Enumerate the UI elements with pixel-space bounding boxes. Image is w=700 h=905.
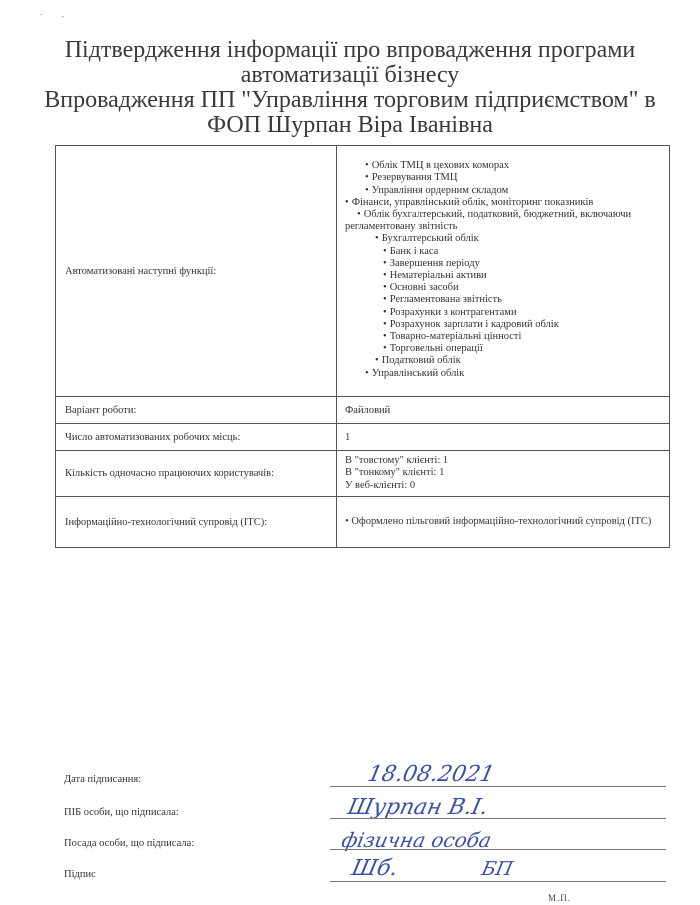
list-item: • Розрахунок зарплати і кадровий облік [383,318,559,330]
sign-label: Підпис [64,869,96,880]
functions-label: Автоматизовані наступні функції: [56,146,337,397]
list-item: • Завершення періоду [383,257,480,269]
table-row-mode [56,397,670,424]
mode-label: Варіант роботи: [56,397,337,424]
workplaces-value: 1 [337,424,670,451]
its-value-cell: • Оформлено пільговий інформаційно-технологічний супровід (ІТС) [337,497,670,548]
users-thin-client: В "тонкому" клієнті: 1 [345,467,445,479]
title-line-1: Підтвердження інформації про впровадження програми [64,37,636,63]
name-label: ПІБ особи, що підписала: [64,807,179,818]
document-title [30,38,670,138]
scan-speck [40,14,42,15]
table-row-functions [56,146,670,397]
list-item: • Торговельні операції [383,343,483,355]
position-label: Посада особи, що підписала: [64,838,195,849]
list-item: • Податковий облік [375,355,461,367]
list-item: • Банк і каса [383,245,439,257]
list-item: • Розрахунки з контрагентами [383,306,517,318]
users-label: Кількість одночасно працюючих користувачів: [56,451,337,497]
stamp-label: М.П. [548,893,572,903]
date-handwritten: 18.08.2021 [365,762,497,787]
workplaces-label: Число автоматизованих робочих місць: [56,424,337,451]
name-handwritten: Шурпан В.І. [345,795,491,820]
functions-cell [337,146,670,397]
functions-list [345,154,663,388]
mode-value: Файловий [337,397,670,424]
list-item: • Бухгалтерський облік [375,233,479,245]
scan-speck [62,16,64,17]
position-signature-line [330,849,666,850]
list-item: • Управлінський облік [365,367,465,379]
list-item: • Резервування ТМЦ [365,172,458,184]
title-line-2: автоматизації бізнесу [240,62,460,88]
list-item-continuation: регламентовану звітність [345,221,458,233]
users-web-client: У веб-клієнті: 0 [345,479,416,491]
list-item: • Облік ТМЦ в цехових коморах [365,160,510,172]
list-item: • Регламентована звітність [383,294,502,306]
signature-suffix: БП [479,858,515,880]
date-signature-line [330,786,666,787]
list-item: • Фінанси, управлінський облік, моніторинг показників [345,196,594,208]
its-label: Інформаційно-технологічний супровід (ІТС): [56,497,337,548]
table-row-workplaces [56,424,670,451]
its-value: Оформлено пільговий інформаційно-технологічний супровід (ІТС) [351,515,652,527]
users-values [337,451,670,497]
list-item: • Управління ордерним складом [365,184,509,196]
handwritten-signature: Шб. [349,856,401,881]
list-item: • Нематеріальні активи [383,270,487,281]
date-label: Дата підписання: [64,774,142,785]
position-handwritten: фізична особа [339,828,494,852]
table-row-its [56,497,670,548]
signature-line [330,881,666,882]
list-item: • Основні засоби [383,282,459,294]
name-signature-line [330,818,666,819]
list-item: • Облік бухгалтерський, податковий, бюджетний, включаючи [357,208,632,220]
table-row-users [56,451,670,497]
title-line-3: Впровадження ПП "Управління торговим підприємством" в [44,87,656,113]
users-thick-client: В "товстому" клієнті: 1 [345,454,449,466]
list-item: • Товарно-матеріальні цінності [383,331,522,343]
title-line-4: ФОП Шурпан Віра Іванівна [207,112,493,138]
implementation-info-table [55,145,670,548]
